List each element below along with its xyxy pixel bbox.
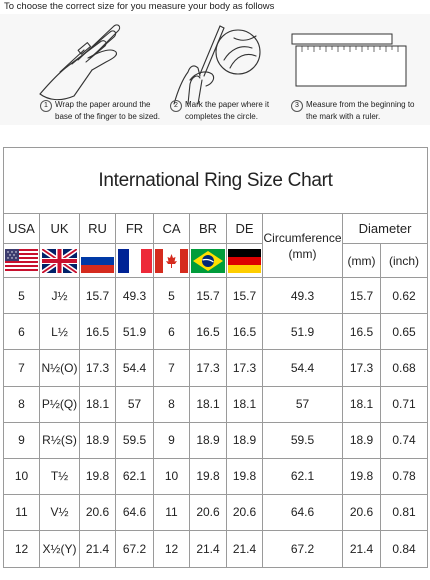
step-1-line2: base of the finger to be sized. bbox=[55, 112, 160, 121]
pen-mark-illustration-icon bbox=[160, 20, 280, 106]
header-ca: CA bbox=[154, 214, 190, 244]
cell-ru: 18.9 bbox=[80, 422, 116, 458]
cell-uk: J½ bbox=[40, 278, 80, 314]
cell-br: 19.8 bbox=[190, 458, 227, 494]
cell-de: 19.8 bbox=[227, 458, 263, 494]
step-3-line1: Measure from the beginning to bbox=[306, 100, 415, 109]
ruler-illustration-icon bbox=[290, 20, 410, 106]
cell-usa: 7 bbox=[4, 350, 40, 386]
table-row bbox=[4, 530, 428, 567]
cell-fr: 57 bbox=[116, 386, 154, 422]
cell-de: 18.1 bbox=[227, 386, 263, 422]
cell-diameter-mm: 18.9 bbox=[343, 422, 381, 458]
cell-ru: 18.1 bbox=[80, 386, 116, 422]
cell-ca: 6 bbox=[154, 314, 190, 350]
cell-de: 21.4 bbox=[227, 530, 263, 567]
cell-diameter-inch: 0.74 bbox=[381, 422, 428, 458]
step-3-text bbox=[291, 100, 415, 123]
cell-br: 21.4 bbox=[190, 530, 227, 567]
cell-fr: 51.9 bbox=[116, 314, 154, 350]
chart-title: International Ring Size Chart bbox=[4, 148, 428, 214]
cell-diameter-mm: 21.4 bbox=[343, 530, 381, 567]
table-row bbox=[4, 314, 428, 350]
cell-diameter-inch: 0.71 bbox=[381, 386, 428, 422]
canada-flag-icon bbox=[154, 244, 190, 278]
header-diameter-mm: (mm) bbox=[343, 244, 381, 278]
cell-fr: 49.3 bbox=[116, 278, 154, 314]
cell-diameter-mm: 19.8 bbox=[343, 458, 381, 494]
cell-ca: 11 bbox=[154, 494, 190, 530]
brazil-flag-icon bbox=[190, 244, 227, 278]
cell-circumference: 64.6 bbox=[263, 494, 343, 530]
section-gap bbox=[0, 125, 430, 143]
cell-de: 16.5 bbox=[227, 314, 263, 350]
cell-ca: 12 bbox=[154, 530, 190, 567]
instruction-steps bbox=[0, 14, 430, 125]
header-circumference-label: Circumference bbox=[263, 230, 342, 245]
cell-diameter-mm: 16.5 bbox=[343, 314, 381, 350]
step-2-line2: completes the circle. bbox=[185, 112, 258, 121]
cell-uk: X½(Y) bbox=[40, 530, 80, 567]
uk-flag-icon bbox=[40, 244, 80, 278]
cell-usa: 12 bbox=[4, 530, 40, 567]
table-row bbox=[4, 350, 428, 386]
cell-ca: 9 bbox=[154, 422, 190, 458]
cell-de: 20.6 bbox=[227, 494, 263, 530]
table-row bbox=[4, 386, 428, 422]
cell-diameter-inch: 0.68 bbox=[381, 350, 428, 386]
hand-wrap-illustration-icon bbox=[30, 20, 150, 106]
header-diameter-inch: (inch) bbox=[381, 244, 428, 278]
table-row bbox=[4, 278, 428, 314]
cell-br: 18.9 bbox=[190, 422, 227, 458]
header-ru: RU bbox=[80, 214, 116, 244]
cell-usa: 5 bbox=[4, 278, 40, 314]
cell-ru: 16.5 bbox=[80, 314, 116, 350]
header-fr: FR bbox=[116, 214, 154, 244]
cell-diameter-inch: 0.65 bbox=[381, 314, 428, 350]
cell-de: 15.7 bbox=[227, 278, 263, 314]
table-row bbox=[4, 494, 428, 530]
step-2-line1: Mark the paper where it bbox=[185, 100, 270, 109]
cell-diameter-inch: 0.62 bbox=[381, 278, 428, 314]
cell-uk: T½ bbox=[40, 458, 80, 494]
cell-ca: 7 bbox=[154, 350, 190, 386]
ring-size-table bbox=[3, 147, 428, 568]
cell-ru: 21.4 bbox=[80, 530, 116, 567]
cell-ca: 10 bbox=[154, 458, 190, 494]
cell-usa: 10 bbox=[4, 458, 40, 494]
cell-diameter-inch: 0.78 bbox=[381, 458, 428, 494]
cell-circumference: 67.2 bbox=[263, 530, 343, 567]
cell-ru: 19.8 bbox=[80, 458, 116, 494]
cell-circumference: 62.1 bbox=[263, 458, 343, 494]
cell-uk: P½(Q) bbox=[40, 386, 80, 422]
header-diameter: Diameter bbox=[343, 214, 428, 244]
cell-diameter-mm: 15.7 bbox=[343, 278, 381, 314]
cell-uk: R½(S) bbox=[40, 422, 80, 458]
cell-ru: 15.7 bbox=[80, 278, 116, 314]
cell-ru: 20.6 bbox=[80, 494, 116, 530]
cell-diameter-inch: 0.81 bbox=[381, 494, 428, 530]
cell-br: 15.7 bbox=[190, 278, 227, 314]
cell-ca: 8 bbox=[154, 386, 190, 422]
cell-fr: 59.5 bbox=[116, 422, 154, 458]
cell-fr: 67.2 bbox=[116, 530, 154, 567]
step-1-line1: Wrap the paper around the bbox=[55, 100, 151, 109]
cell-usa: 11 bbox=[4, 494, 40, 530]
cell-usa: 9 bbox=[4, 422, 40, 458]
cell-fr: 62.1 bbox=[116, 458, 154, 494]
header-circumference bbox=[263, 214, 343, 278]
step-2-number: 2 bbox=[170, 100, 182, 112]
cell-fr: 54.4 bbox=[116, 350, 154, 386]
cell-circumference: 59.5 bbox=[263, 422, 343, 458]
cell-br: 16.5 bbox=[190, 314, 227, 350]
step-2-text bbox=[170, 100, 269, 123]
table-row bbox=[4, 422, 428, 458]
cell-ca: 5 bbox=[154, 278, 190, 314]
cell-de: 17.3 bbox=[227, 350, 263, 386]
header-br: BR bbox=[190, 214, 227, 244]
instructions-heading: To choose the correct size for you measure your body as follows bbox=[4, 1, 275, 12]
cell-br: 18.1 bbox=[190, 386, 227, 422]
cell-diameter-mm: 18.1 bbox=[343, 386, 381, 422]
cell-uk: N½(O) bbox=[40, 350, 80, 386]
germany-flag-icon bbox=[227, 244, 263, 278]
header-de: DE bbox=[227, 214, 263, 244]
cell-br: 20.6 bbox=[190, 494, 227, 530]
header-uk: UK bbox=[40, 214, 80, 244]
table-row bbox=[4, 458, 428, 494]
usa-flag-icon bbox=[4, 244, 40, 278]
cell-circumference: 57 bbox=[263, 386, 343, 422]
cell-diameter-mm: 17.3 bbox=[343, 350, 381, 386]
france-flag-icon bbox=[116, 244, 154, 278]
header-circumference-unit: (mm) bbox=[288, 246, 317, 261]
cell-fr: 64.6 bbox=[116, 494, 154, 530]
cell-uk: L½ bbox=[40, 314, 80, 350]
cell-ru: 17.3 bbox=[80, 350, 116, 386]
cell-circumference: 49.3 bbox=[263, 278, 343, 314]
step-1-number: 1 bbox=[40, 100, 52, 112]
cell-usa: 8 bbox=[4, 386, 40, 422]
cell-diameter-inch: 0.84 bbox=[381, 530, 428, 567]
cell-uk: V½ bbox=[40, 494, 80, 530]
cell-usa: 6 bbox=[4, 314, 40, 350]
step-3-line2: the mark with a ruler. bbox=[306, 112, 381, 121]
russia-flag-icon bbox=[80, 244, 116, 278]
cell-de: 18.9 bbox=[227, 422, 263, 458]
cell-diameter-mm: 20.6 bbox=[343, 494, 381, 530]
step-3-number: 3 bbox=[291, 100, 303, 112]
cell-br: 17.3 bbox=[190, 350, 227, 386]
cell-circumference: 51.9 bbox=[263, 314, 343, 350]
cell-circumference: 54.4 bbox=[263, 350, 343, 386]
header-usa: USA bbox=[4, 214, 40, 244]
step-1-text bbox=[40, 100, 160, 123]
